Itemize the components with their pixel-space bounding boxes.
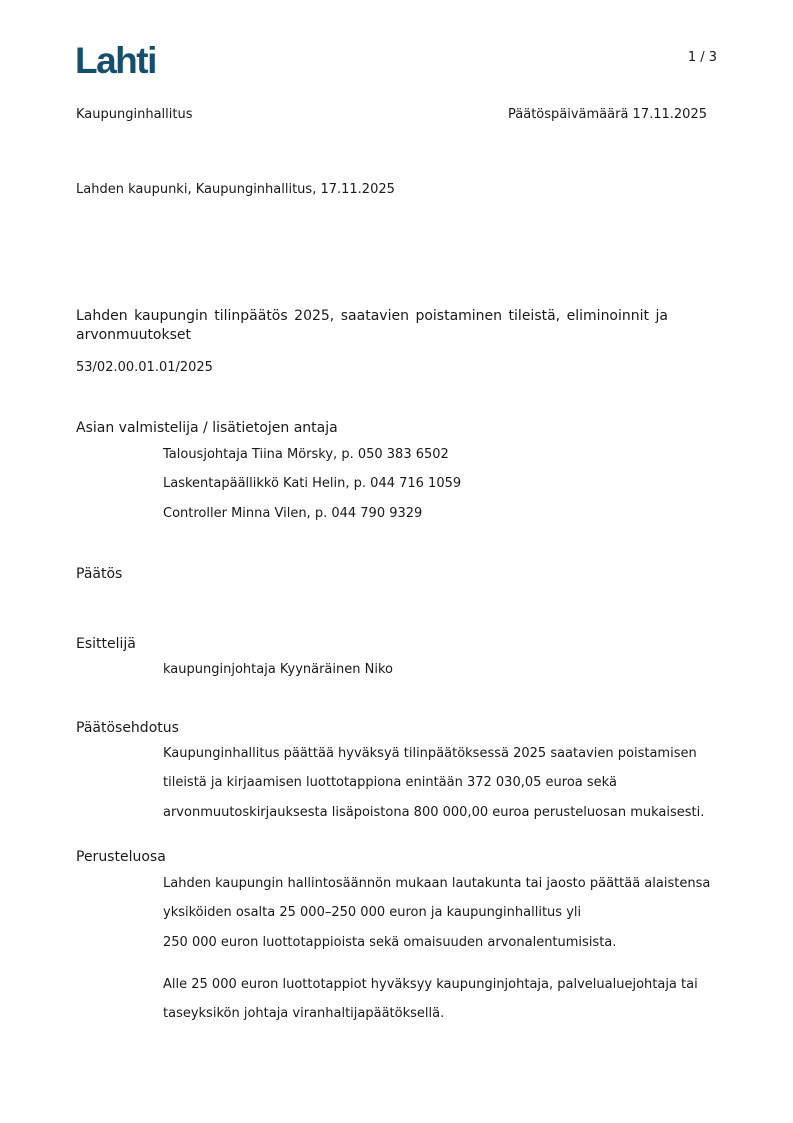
rationale-line: yksiköiden osalta 25 000–250 000 euron ja kaupunginhallitus yli [163, 905, 582, 920]
preparer-item: Laskentapäällikkö Kati Helin, p. 044 716 1059 [163, 476, 462, 491]
decision-date: Päätöspäivämäärä 17.11.2025 [508, 107, 707, 122]
proposal-line: arvonmuutoskirjauksesta lisäpoistona 800 000,00 euroa perusteluosan mukaisesti. [163, 805, 705, 820]
decision-heading: Päätös [76, 566, 123, 582]
lahti-logo: Lahti [75, 40, 156, 81]
subject-title: Lahden kaupungin tilinpäätös 2025, saatavien poistaminen tileistä, eliminoinnit ja arvonmuutokset [76, 308, 668, 343]
organ-name: Kaupunginhallitus [76, 107, 193, 122]
preparer-item: Controller Minna Vilen, p. 044 790 9329 [163, 506, 423, 521]
proposal-line: tileistä ja kirjaamisen luottotappiona enintään 372 030,05 euroa sekä [163, 775, 617, 790]
rationale-line: Lahden kaupungin hallintosäännön mukaan lautakunta tai jaosto päättää alaistensa [163, 876, 711, 891]
meeting-line: Lahden kaupunki, Kaupunginhallitus, 17.11.2025 [76, 182, 395, 197]
presenter-name: kaupunginjohtaja Kyynäräinen Niko [163, 662, 393, 677]
rationale-line: Alle 25 000 euron luottotappiot hyväksyy kaupunginjohtaja, palvelualuejohtaja tai [163, 977, 698, 992]
preparers-heading: Asian valmistelija / lisätietojen antaja [76, 420, 338, 436]
proposal-line: Kaupunginhallitus päättää hyväksyä tilinpäätöksessä 2025 saatavien poistamisen [163, 746, 697, 761]
rationale-line: taseyksikön johtaja viranhaltijapäätöksellä. [163, 1006, 445, 1021]
rationale-heading: Perusteluosa [76, 849, 166, 865]
presenter-heading: Esittelijä [76, 636, 136, 652]
proposal-heading: Päätösehdotus [76, 720, 179, 736]
rationale-line: 250 000 euron luottotappioista sekä omaisuuden arvonalentumisista. [163, 935, 617, 950]
reference-number: 53/02.00.01.01/2025 [76, 360, 213, 375]
page-number: 1 / 3 [687, 50, 717, 65]
preparer-item: Talousjohtaja Tiina Mörsky, p. 050 383 6502 [163, 447, 449, 462]
